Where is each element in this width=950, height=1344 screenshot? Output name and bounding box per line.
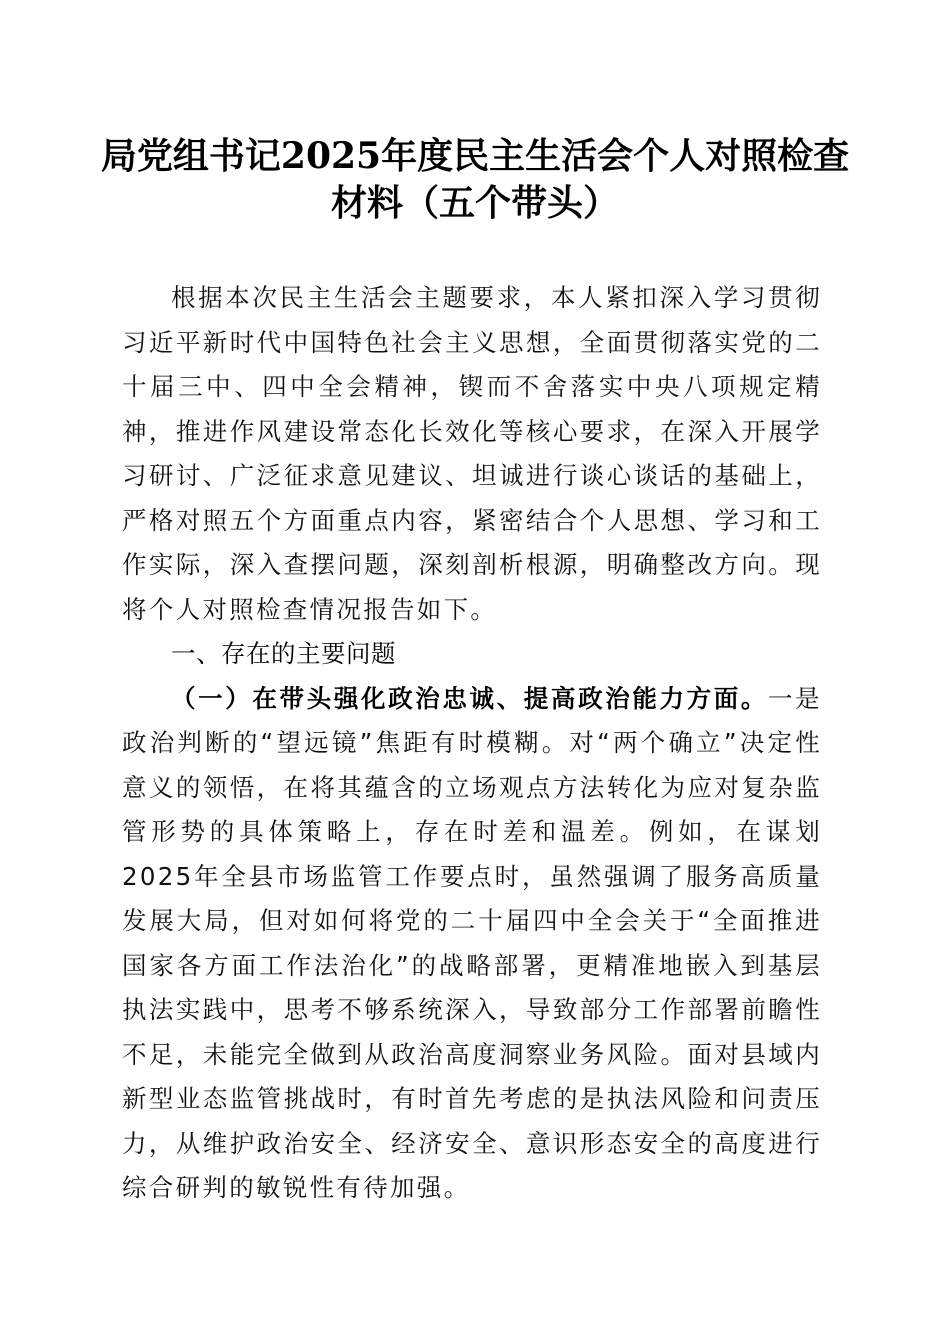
subsection-paragraph — [122, 677, 822, 1211]
intro-paragraph: 根据本次民主生活会主题要求，本人紧扣深入学习贯彻习近平新时代中国特色社会主义思想，全面贯彻落实党的二十届三中、四中全会精神，锲而不舍落实中央八项规定精神，推进作风建设常态化长效化等核心要求，在深入开展学习研讨、广泛征求意见建议、坦诚进行谈心谈话的基础上，严格对照五个方面重点内容，紧密结合个人思想、学习和工作实际，深入查摆问题，深刻剖析根源，明确整改方向。现将个人对照检查情况报告如下。 — [122, 283, 822, 624]
document-body — [122, 276, 822, 1211]
subsection-lead: （一）在带头强化政治忠诚、提高政治能力方面。 — [171, 683, 769, 713]
document-title: 局党组书记2025年度民主生活会个人对照检查材料（五个带头） — [100, 135, 850, 224]
subsection-text: 一是政治判断的“望远镜”焦距有时模糊。对“两个确立”决定性意义的领悟，在将其蕴含的立场观点方法转化为应对复杂监管形势的具体策略上，存在时差和温差。例如，在谋划2025年全县市场监管工作要点时，虽然强调了服务高质量发展大局，但对如何将党的二十届四中全会关于“全面推进国家各方面工作法治化”的战略部署，更精准地嵌入到基层执法实践中，思考不够系统深入，导致部分工作部署前瞻性不足，未能完全做到从政治高度洞察业务风险。面对县域内新型业态监管挑战时，有时首先考虑的是执法风险和问责压力，从维护政治安全、经济安全、意识形态安全的高度进行综合研判的敏锐性有待加强。 — [122, 683, 822, 1202]
section-heading: 一、存在的主要问题 — [171, 639, 396, 668]
